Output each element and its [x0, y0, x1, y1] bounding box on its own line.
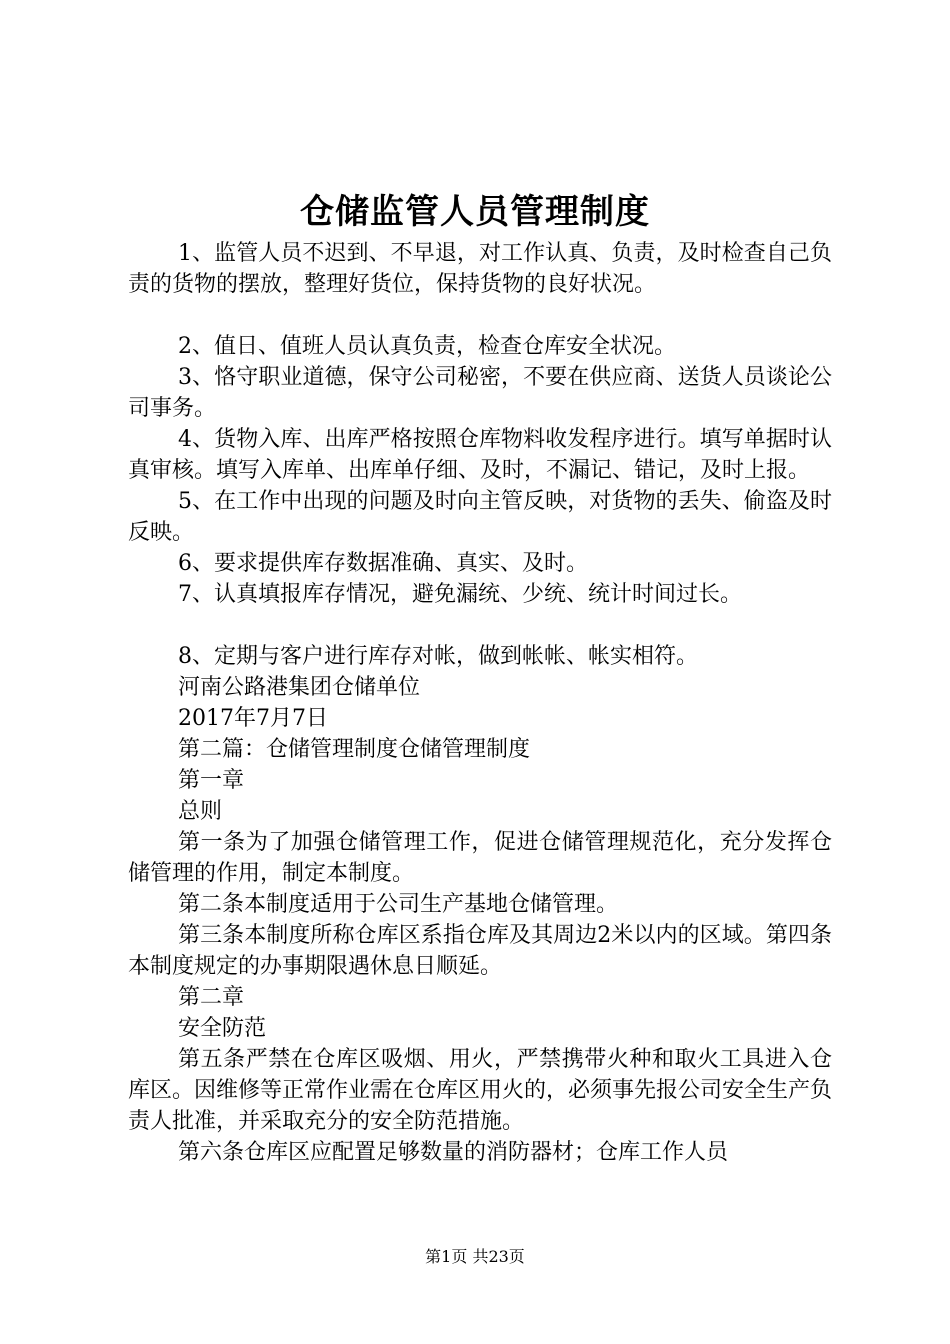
- paragraph: 5、在工作中出现的问题及时向主管反映，对货物的丢失、偷盗及时反映。: [128, 489, 832, 545]
- paragraph: 6、要求提供库存数据准确、真实、及时。: [178, 551, 588, 576]
- section-heading: 第二篇：仓储管理制度仓储管理制度: [178, 737, 531, 762]
- paragraph: 4、货物入库、出库严格按照仓库物料收发程序进行。填写单据时认真审核。填写入库单、出库单仔细、及时，不漏记、错记，及时上报。: [128, 427, 832, 483]
- article: 第一条为了加强仓储管理工作，促进仓储管理规范化，充分发挥仓储管理的作用，制定本制度。: [128, 830, 832, 886]
- paragraph: 3、恪守职业道德，保守公司秘密，不要在供应商、送货人员谈论公司事务。: [128, 365, 832, 421]
- article: 第二条本制度适用于公司生产基地仓储管理。: [178, 892, 619, 917]
- chapter-heading: 第二章: [178, 985, 245, 1010]
- signature-date: 2017年7月7日: [178, 706, 328, 731]
- article: 第六条仓库区应配置足够数量的消防器材；仓库工作人员: [178, 1140, 729, 1165]
- paragraph-spacer: [128, 300, 832, 331]
- paragraph: 2、值日、值班人员认真负责，检查仓库安全状况。: [178, 334, 676, 359]
- paragraph: 8、定期与客户进行库存对帐，做到帐帐、帐实相符。: [178, 644, 698, 669]
- page-footer: 第1页 共23页: [425, 1247, 525, 1266]
- document-body: [128, 238, 832, 1168]
- document-title: 仓储监管人员管理制度: [300, 192, 650, 232]
- chapter-title: 总则: [178, 799, 223, 824]
- chapter-title: 安全防范: [178, 1016, 267, 1041]
- signature-organization: 河南公路港集团仓储单位: [178, 675, 421, 700]
- article: 第三条本制度所称仓库区系指仓库及其周边2米以内的区域。第四条本制度规定的办事期限遇休息日顺延。: [128, 923, 832, 979]
- article: 第五条严禁在仓库区吸烟、用火，严禁携带火种和取火工具进入仓库区。因维修等正常作业需在仓库区用火的，必须事先报公司安全生产负责人批准，并采取充分的安全防范措施。: [128, 1047, 833, 1134]
- paragraph: 7、认真填报库存情况，避免漏统、少统、统计时间过长。: [178, 582, 742, 607]
- chapter-heading: 第一章: [178, 768, 245, 793]
- paragraph-spacer: [128, 610, 832, 641]
- paragraph: 1、监管人员不迟到、不早退，对工作认真、负责，及时检查自己负责的货物的摆放，整理好货位，保持货物的良好状况。: [128, 241, 832, 297]
